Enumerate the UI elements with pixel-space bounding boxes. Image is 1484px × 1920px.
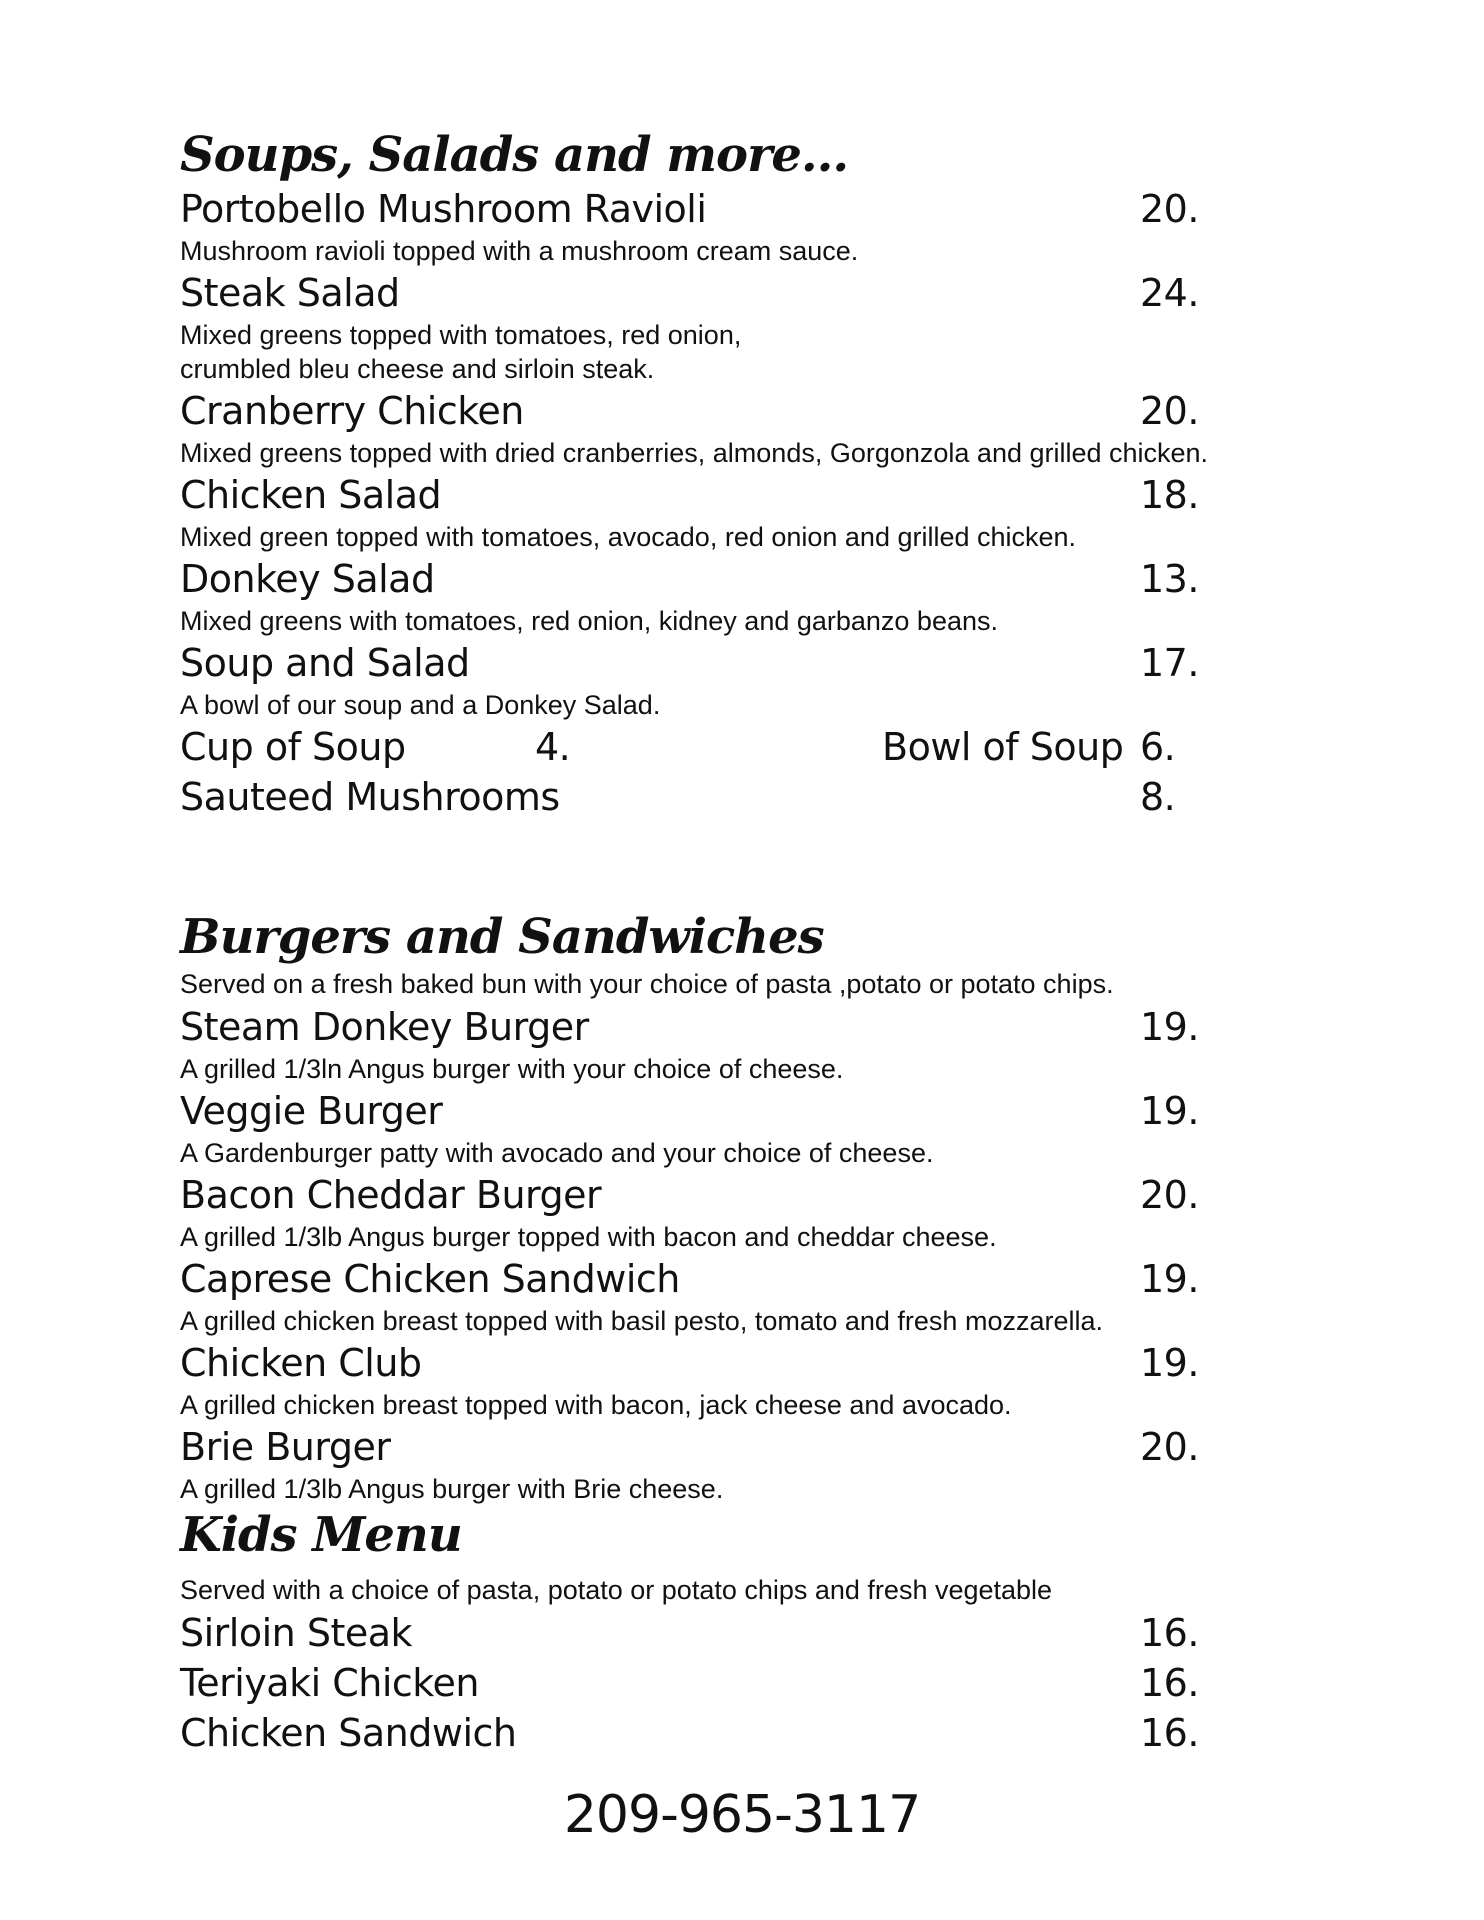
item-description: crumbled bleu cheese and sirloin steak. — [180, 354, 655, 384]
bowl-of-soup-price: 6. — [1140, 725, 1176, 769]
item-name: Sirloin Steak — [180, 1611, 413, 1655]
item-description: A bowl of our soup and a Donkey Salad. — [180, 690, 661, 720]
burgers-intro: Served on a fresh baked bun with your choice of pasta ,potato or potato chips. — [180, 969, 1114, 999]
item-price: 19. — [1140, 1005, 1199, 1049]
burgers-section-title: Burgers and Sandwiches — [180, 909, 824, 965]
item-description: A Gardenburger patty with avocado and your choice of cheese. — [180, 1138, 934, 1168]
item-description: Mixed greens topped with tomatoes, red onion, — [180, 320, 742, 350]
item-description: Mixed green topped with tomatoes, avocado, red onion and grilled chicken. — [180, 522, 1077, 552]
phone-number: 209-965-3117 — [563, 1785, 921, 1845]
menu-item — [180, 386, 1200, 436]
item-price: 19. — [1140, 1257, 1199, 1301]
item-name: Chicken Salad — [180, 473, 442, 517]
menu-item — [180, 772, 1200, 822]
cup-of-soup-name: Cup of Soup — [180, 725, 406, 769]
cup-of-soup-price: 4. — [535, 725, 571, 769]
menu-page — [180, 126, 1209, 1758]
menu-item — [180, 1086, 1200, 1136]
menu-item — [180, 1608, 1200, 1658]
item-description: A grilled chicken breast topped with bacon, jack cheese and avocado. — [180, 1390, 1012, 1420]
item-price: 18. — [1140, 473, 1199, 517]
menu-item — [180, 1002, 1200, 1052]
item-description: Mushroom ravioli topped with a mushroom cream sauce. — [180, 236, 859, 266]
item-price: 20. — [1140, 1173, 1199, 1217]
item-name: Sauteed Mushrooms — [180, 775, 560, 819]
menu-item — [180, 1422, 1200, 1472]
item-name: Chicken Sandwich — [180, 1711, 517, 1755]
soups-section-title: Soups, Salads and more... — [180, 127, 849, 183]
item-name: Teriyaki Chicken — [180, 1661, 479, 1705]
item-description: A grilled 1/3lb Angus burger topped with bacon and cheddar cheese. — [180, 1222, 997, 1252]
kids-intro: Served with a choice of pasta, potato or potato chips and fresh vegetable — [180, 1575, 1053, 1605]
bowl-of-soup-name: Bowl of Soup — [882, 725, 1124, 769]
item-price: 8. — [1140, 775, 1176, 819]
kids-section-title: Kids Menu — [180, 1507, 462, 1563]
item-price: 20. — [1140, 1425, 1199, 1469]
menu-item — [180, 1338, 1200, 1388]
menu-item — [180, 470, 1200, 520]
item-name: Veggie Burger — [180, 1089, 443, 1133]
item-description: Mixed greens topped with dried cranberries, almonds, Gorgonzola and grilled chicken. — [180, 438, 1209, 468]
item-name: Portobello Mushroom Ravioli — [180, 187, 707, 231]
item-name: Caprese Chicken Sandwich — [180, 1257, 680, 1301]
menu-item — [180, 1254, 1200, 1304]
item-name: Bacon Cheddar Burger — [180, 1173, 602, 1217]
item-price: 20. — [1140, 389, 1199, 433]
item-price: 16. — [1140, 1661, 1199, 1705]
menu-item — [180, 184, 1200, 234]
menu-item — [180, 1658, 1200, 1708]
item-price: 19. — [1140, 1089, 1199, 1133]
item-description: A grilled 1/3ln Angus burger with your choice of cheese. — [180, 1054, 844, 1084]
item-price: 19. — [1140, 1341, 1199, 1385]
item-name: Donkey Salad — [180, 557, 435, 601]
item-name: Brie Burger — [180, 1425, 391, 1469]
item-name: Steak Salad — [180, 271, 400, 315]
menu-item — [180, 268, 1200, 318]
item-price: 20. — [1140, 187, 1199, 231]
menu-item — [180, 1170, 1200, 1220]
item-price: 16. — [1140, 1611, 1199, 1655]
item-description: Mixed greens with tomatoes, red onion, kidney and garbanzo beans. — [180, 606, 999, 636]
item-description: A grilled chicken breast topped with basil pesto, tomato and fresh mozzarella. — [180, 1306, 1103, 1336]
menu-item — [180, 638, 1200, 688]
menu-item — [180, 554, 1200, 604]
item-name: Cranberry Chicken — [180, 389, 524, 433]
item-price: 17. — [1140, 641, 1199, 685]
item-price: 24. — [1140, 271, 1199, 315]
item-price: 13. — [1140, 557, 1199, 601]
item-description: A grilled 1/3lb Angus burger with Brie cheese. — [180, 1474, 724, 1504]
item-name: Chicken Club — [180, 1341, 422, 1385]
menu-item — [180, 1708, 1200, 1758]
item-price: 16. — [1140, 1711, 1199, 1755]
item-name: Soup and Salad — [180, 641, 470, 685]
item-name: Steam Donkey Burger — [180, 1005, 589, 1049]
soup-size-row — [180, 722, 1200, 772]
